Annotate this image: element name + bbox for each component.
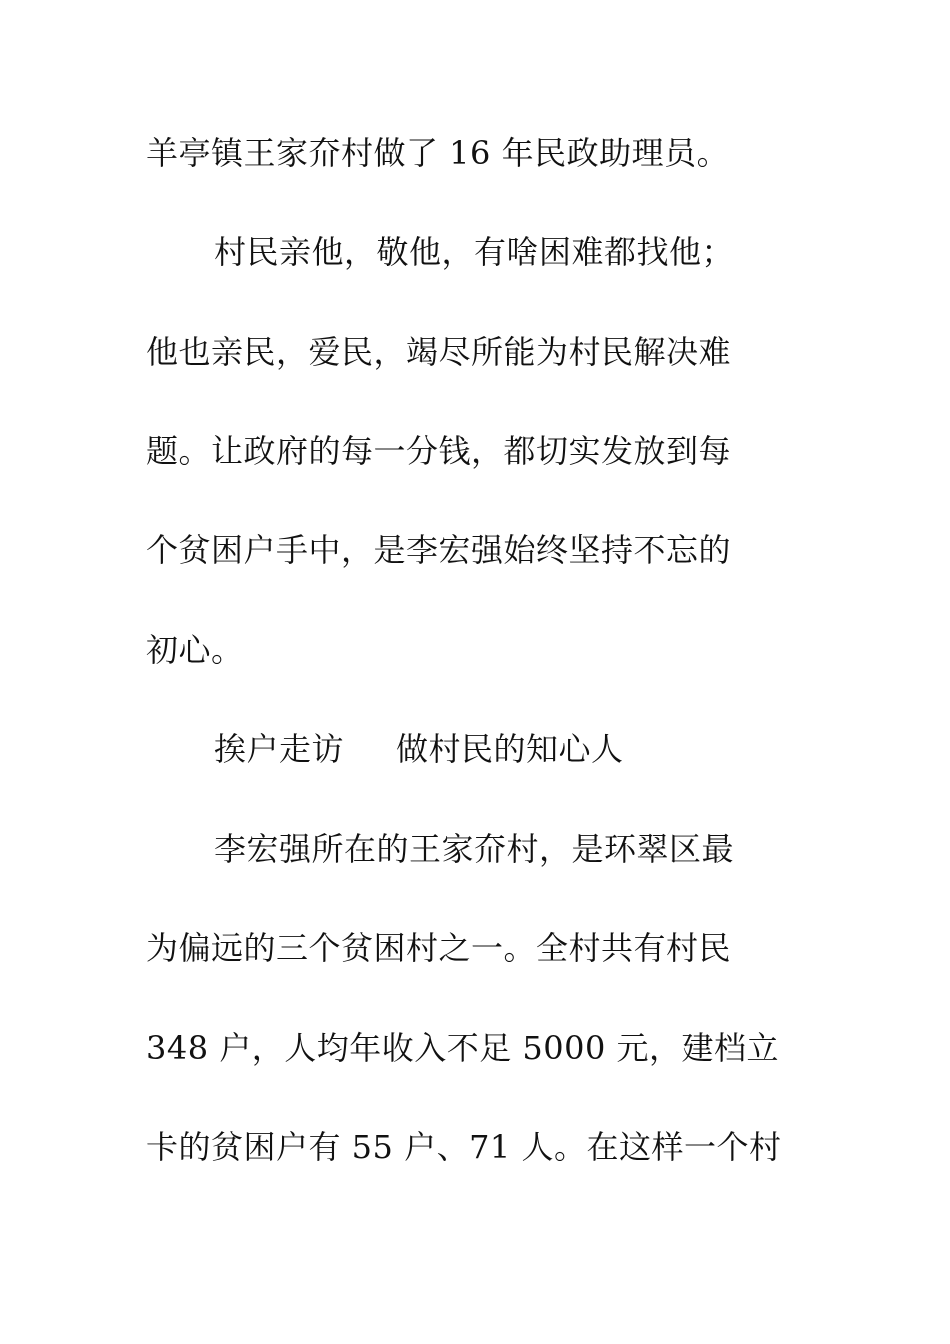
body-text-line: 羊亭镇王家夼村做了 16 年民政助理员。 [146, 134, 730, 172]
body-text-line: 他也亲民，爱民，竭尽所能为村民解决难 [146, 333, 732, 371]
section-heading-part-1: 挨户走访 [214, 730, 345, 768]
body-text-line: 题。让政府的每一分钱，都切实发放到每 [146, 432, 732, 470]
body-text-line: 个贫困户手中，是李宏强始终坚持不忘的 [146, 531, 732, 569]
body-text-line: 村民亲他，敬他，有啥困难都找他； [214, 233, 735, 271]
body-text-line: 初心。 [146, 631, 244, 669]
section-heading-part-2: 做村民的知心人 [396, 730, 624, 768]
section-heading [214, 729, 624, 769]
body-text-line: 卡的贫困户有 55 户、71 人。在这样一个村 [146, 1128, 782, 1166]
body-text-line: 348 户，人均年收入不足 5000 元，建档立 [146, 1029, 780, 1067]
body-text-line: 为偏远的三个贫困村之一。全村共有村民 [146, 929, 732, 967]
body-text-line: 李宏强所在的王家夼村，是环翠区最 [214, 830, 735, 868]
